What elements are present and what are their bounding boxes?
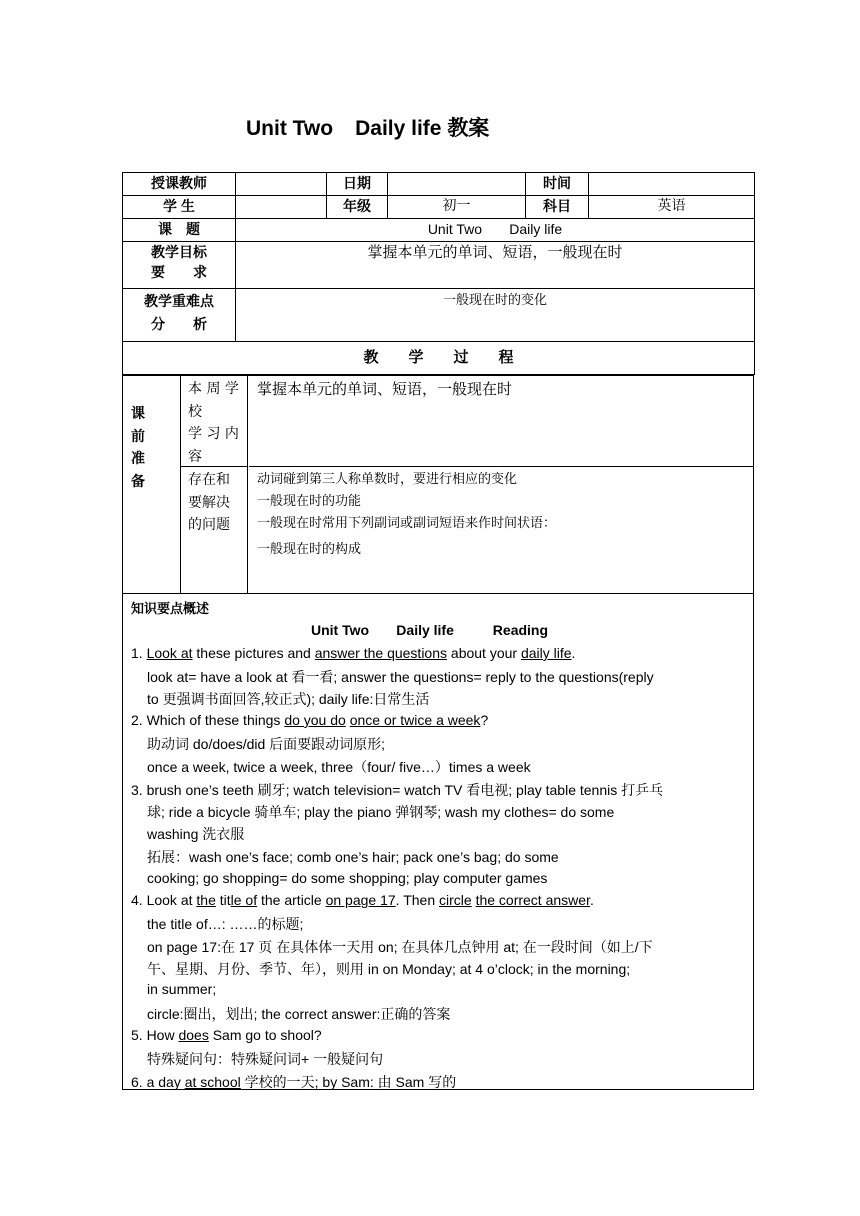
prep-label — [123, 376, 181, 593]
prep-sub1-line: 学 习 内 — [188, 426, 239, 442]
knowledge-line-6: once a week, twice a week, three（four/ five…）times a week — [147, 759, 531, 775]
title-topic: Daily life — [355, 117, 442, 140]
difficulty-label-line1: 教学重难点 — [144, 293, 214, 309]
document-title — [246, 112, 489, 142]
prep-label-char: 课 — [131, 405, 145, 421]
subheading-section: Reading — [492, 622, 549, 638]
text: Sam go to shool? — [208, 1027, 322, 1043]
subject-label: 科目 — [526, 196, 589, 219]
topic-value — [236, 219, 755, 242]
knowledge-line-5: 助动词 do/does/did 后面要跟动词原形; — [147, 736, 386, 752]
knowledge-line-18 — [131, 1027, 745, 1043]
goal-label — [123, 242, 236, 289]
underlined-text: do you do — [284, 712, 346, 728]
difficulty-label-line2: 分 析 — [151, 316, 207, 332]
student-value — [236, 196, 327, 219]
knowledge-subheading — [311, 622, 745, 638]
topic-unit: Unit Two — [427, 221, 483, 237]
subheading-topic: Daily life — [396, 622, 454, 638]
prep-weekly-content: 掌握本单元的单词、短语，一般现在时 — [249, 376, 753, 467]
title-unit: Unit Two — [246, 117, 334, 140]
date-label: 日期 — [327, 173, 388, 196]
time-value — [589, 173, 755, 196]
knowledge-line-19: 特殊疑问句：特殊疑问词+ 一般疑问句 — [147, 1051, 384, 1067]
text: . Then — [395, 892, 439, 908]
student-label: 学 生 — [123, 196, 236, 219]
grade-label: 年级 — [327, 196, 388, 219]
knowledge-line-12 — [131, 892, 745, 908]
subheading-unit: Unit Two — [311, 622, 370, 638]
teacher-value — [236, 173, 327, 196]
underlined-text: on page 17 — [325, 892, 396, 908]
prep-problems-content — [249, 467, 753, 593]
teacher-label: 授课教师 — [123, 173, 236, 196]
prep-problem-line: 一般现在时的功能 — [257, 494, 362, 509]
text: ? — [480, 712, 489, 728]
difficulty-label — [123, 289, 236, 342]
prep-sub1-line: 校 — [188, 403, 202, 420]
knowledge-line-14: on page 17:在 17 页 在具体体一天用 on; 在具体几点钟用 at; 在一段时间（如上/下 — [147, 939, 653, 955]
underlined-text: Look at — [146, 645, 193, 661]
goal-value: 掌握本单元的单词、短语，一般现在时 — [236, 242, 755, 289]
text: 1. — [131, 645, 147, 661]
title-cn: 教案 — [447, 117, 490, 140]
knowledge-line-7: 3. brush one’s teeth 刷牙; watch television= watch TV 看电视; play table tennis 打乒乓 — [131, 782, 664, 798]
prep-sub1-line: 容 — [188, 448, 202, 465]
text: about your — [447, 645, 521, 661]
text: 学校的一天; by Sam: 由 Sam 写的 — [240, 1074, 457, 1090]
underlined-text: the correct answer — [475, 892, 590, 908]
underlined-text: the — [196, 892, 216, 908]
topic-label: 课 题 — [123, 219, 236, 242]
text: 5. How — [131, 1027, 179, 1043]
underlined-text: answer the questions — [314, 645, 448, 661]
text: . — [589, 892, 594, 908]
prep-problem-line: 动词碰到第三人称单数时，要进行相应的变化 — [257, 472, 518, 487]
prep-sub2-line: 存在和 — [188, 472, 230, 488]
underlined-text: at school — [184, 1074, 241, 1090]
text: the article — [257, 892, 326, 908]
underlined-text: circle — [439, 892, 472, 908]
grade-value: 初一 — [388, 196, 526, 219]
text: 4. Look at — [131, 892, 197, 908]
knowledge-line-20 — [131, 1072, 745, 1092]
knowledge-line-13: the title of…: ……的标题; — [147, 916, 304, 932]
prep-sub2-line: 的问题 — [188, 517, 230, 533]
prep-problems-label — [180, 467, 248, 593]
prep-label-char: 前 — [131, 428, 145, 444]
prep-problem-line: 一般现在时常用下列副词或副词短语来作时间状语： — [257, 516, 557, 531]
text: these pictures and — [192, 645, 315, 661]
prep-label-char: 准 — [131, 450, 145, 466]
knowledge-line-3: to 更强调书面回答,较正式); daily life:日常生活 — [147, 691, 430, 707]
knowledge-line-10: 拓展：wash one’s face; comb one’s hair; pack one’s bag; do some — [147, 849, 559, 865]
goal-label-line1: 教学目标 — [151, 244, 207, 260]
prep-sub2-line: 要解决 — [188, 494, 230, 511]
date-value — [388, 173, 526, 196]
text: tit — [215, 892, 231, 908]
knowledge-line-4 — [131, 712, 745, 728]
knowledge-heading: 知识要点概述 — [131, 601, 210, 616]
process-heading: 教 学 过 程 — [123, 342, 755, 375]
knowledge-line-17: circle:圈出，划出; the correct answer:正确的答案 — [147, 1006, 451, 1022]
knowledge-line-2: look at= have a look at 看一看; answer the questions= reply to the questions(reply — [147, 669, 654, 685]
underlined-text: once or twice a week — [349, 712, 481, 728]
prep-problem-line: 一般现在时的构成 — [257, 542, 362, 557]
difficulty-value: 一般现在时的变化 — [236, 289, 755, 342]
prep-weekly-content-label — [180, 376, 248, 467]
prep-sub1-line: 本 周 学 — [188, 381, 239, 397]
prep-label-char: 备 — [131, 473, 145, 489]
knowledge-summary — [122, 593, 754, 1090]
time-label: 时间 — [526, 173, 589, 196]
underlined-text: does — [178, 1027, 209, 1043]
underlined-text: le of — [230, 892, 258, 908]
text: . — [571, 645, 576, 661]
text: 6. a day — [131, 1074, 185, 1090]
knowledge-line-1 — [131, 645, 745, 661]
knowledge-line-15: 午、星期、月份、季节、年），则用 in on Monday; at 4 o’clock; in the morning; — [147, 961, 631, 977]
underlined-text: daily life — [520, 645, 572, 661]
header-table — [122, 172, 755, 375]
knowledge-line-8: 球; ride a bicycle 骑单车; play the piano 弹钢琴; wash my clothes= do some — [147, 804, 615, 820]
goal-label-line2: 要 求 — [151, 264, 207, 280]
subject-value: 英语 — [589, 196, 755, 219]
knowledge-line-11: cooking; go shopping= do some shopping; play computer games — [147, 870, 548, 886]
knowledge-line-16: in summer; — [147, 981, 217, 997]
pre-class-preparation — [122, 375, 754, 594]
knowledge-line-9: washing 洗衣服 — [147, 826, 245, 842]
topic-name: Daily life — [509, 221, 563, 237]
text: 2. Which of these things — [131, 712, 285, 728]
